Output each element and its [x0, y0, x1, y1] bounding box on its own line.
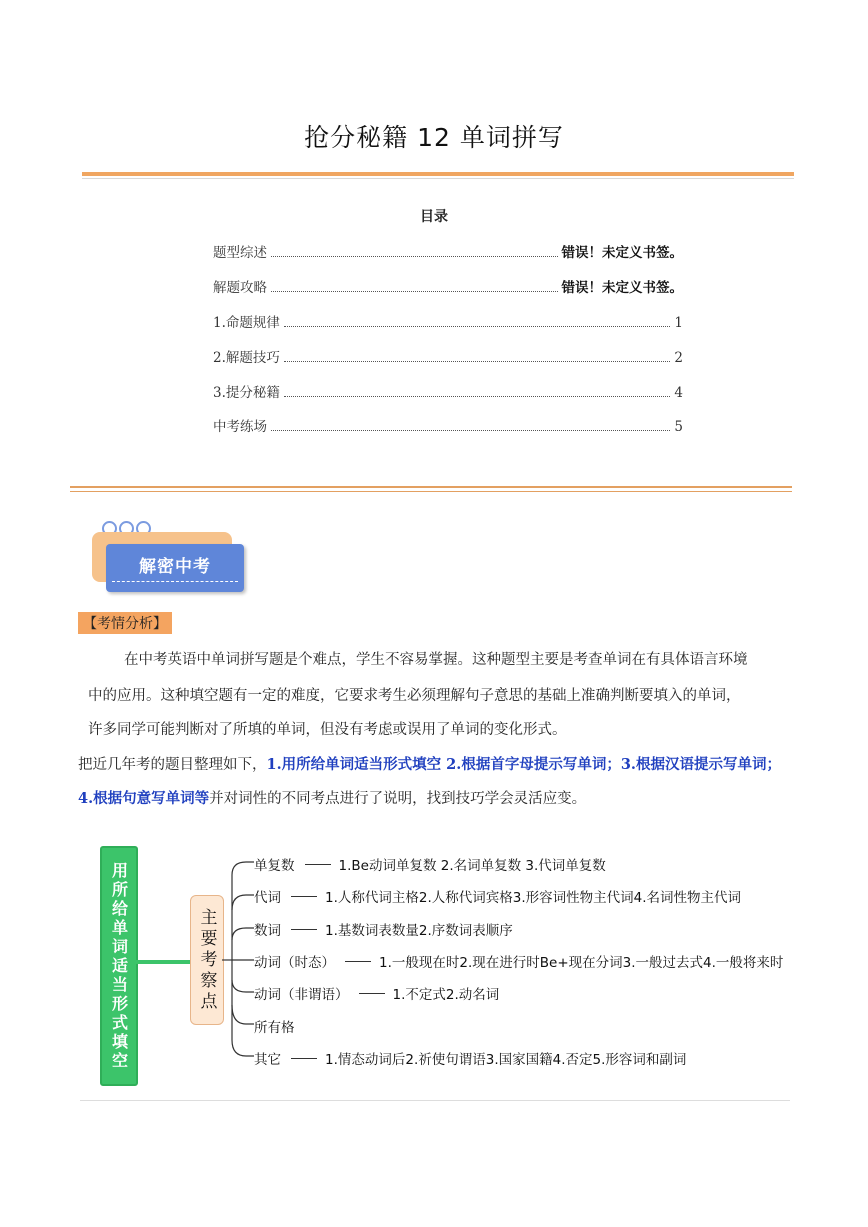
toc-entry-label: 解题攻略 [213, 280, 267, 296]
branch-detail: 1.不定式2.动名词 [392, 987, 500, 1003]
summary-highlight: 4.根据句意写单词等 [78, 790, 210, 807]
branch-detail: 1.人称代词主格2.人称代词宾格3.形容词性物主代词4.名词性物主代词 [325, 890, 742, 906]
toc-entry-label: 1.命题规律 [213, 315, 280, 331]
section-divider [70, 486, 792, 488]
toc-leader [284, 396, 671, 397]
banner-dash-line [112, 581, 238, 582]
summary-prefix: 把近几年考的题目整理如下， [78, 757, 267, 773]
branch-dash [291, 929, 317, 930]
toc-entry[interactable] [213, 346, 683, 366]
branch-dash [305, 864, 331, 865]
branch-detail: 1.Be动词单复数 2.名词单复数 3.代词单复数 [338, 858, 606, 874]
branch-detail: 1.基数词表数量2.序数词表顺序 [325, 923, 513, 939]
section-banner-label: 解密中考 [139, 557, 211, 577]
branch-dash [345, 961, 371, 962]
toc-heading: 目录 [420, 209, 448, 225]
mindmap-branch [254, 951, 783, 971]
branch-detail: 1.情态动词后2.祈使句谓语3.国家国籍4.否定5.形容词和副词 [325, 1052, 687, 1068]
toc-leader [271, 256, 558, 257]
mindmap-branch [254, 1048, 686, 1068]
toc-leader [284, 361, 671, 362]
branch-label: 其它 [254, 1052, 281, 1068]
branch-detail: 1.一般现在时2.现在进行时Be+现在分词3.一般过去式4.一般将来时 [379, 955, 784, 971]
toc-entry-label: 2.解题技巧 [213, 350, 280, 366]
summary-line [78, 753, 781, 774]
branch-dash [291, 1058, 317, 1059]
mindmap-connector [136, 960, 190, 964]
mindmap-branch [254, 919, 513, 939]
toc-entry[interactable] [213, 241, 683, 261]
mindmap-branch [254, 983, 499, 1003]
document-title: 抢分秘籍 12 单词拼写 [304, 123, 564, 152]
analysis-paragraph-line: 在中考英语中单词拼写题是个难点，学生不容易掌握。这种题型主要是考查单词在有具体语言环境 [124, 652, 748, 668]
toc-entry-page: 错误！未定义书签。 [561, 280, 683, 296]
bottom-rule [80, 1100, 790, 1101]
toc-entry-label: 题型综述 [213, 245, 267, 261]
toc-leader [284, 326, 671, 327]
analysis-tag: 【考情分析】 [78, 612, 172, 634]
branch-label: 所有格 [254, 1020, 295, 1036]
toc-entry[interactable] [213, 311, 683, 331]
title-underline-shadow [82, 178, 794, 179]
toc-entry-page: 4 [674, 385, 683, 401]
mindmap-branch [254, 854, 606, 874]
mindmap-main-node: 主要考察点 [190, 895, 224, 1025]
analysis-paragraph-line: 中的应用。这种填空题有一定的难度，它要求考生必须理解句子意思的基础上准确判断要填入的单词， [88, 688, 741, 704]
branch-label: 动词（非谓语） [254, 987, 349, 1003]
toc-entry-page: 错误！未定义书签。 [561, 245, 683, 261]
mindmap-branch [254, 886, 741, 906]
toc-entry-page: 5 [674, 419, 683, 435]
branch-dash [291, 896, 317, 897]
toc-entry[interactable] [213, 381, 683, 401]
toc-leader [271, 430, 670, 431]
branch-label: 单复数 [254, 858, 295, 874]
section-divider-thin [70, 491, 792, 492]
mindmap-branch [254, 1016, 295, 1036]
toc-entry-label: 中考练场 [213, 419, 267, 435]
analysis-paragraph-line: 许多同学可能判断对了所填的单词，但没有考虑或误用了单词的变化形式。 [88, 722, 567, 738]
toc-leader [271, 291, 558, 292]
summary-line [78, 787, 586, 808]
toc-entry-label: 3.提分秘籍 [213, 385, 280, 401]
mindmap-root: 用所给单词适当形式填空 [100, 846, 138, 1086]
branch-label: 数词 [254, 923, 281, 939]
summary-highlight: 1.用所给单词适当形式填空 2.根据首字母提示写单词；3.根据汉语提示写单词； [266, 756, 781, 773]
branch-label: 动词（时态） [254, 955, 335, 971]
title-underline [82, 172, 794, 176]
toc-entry[interactable] [213, 415, 683, 435]
toc-entry-page: 1 [674, 315, 683, 331]
toc-entry[interactable] [213, 276, 683, 296]
summary-suffix: 并对词性的不同考点进行了说明，找到技巧学会灵活应变。 [209, 791, 587, 807]
branch-dash [359, 993, 385, 994]
branch-label: 代词 [254, 890, 281, 906]
toc-entry-page: 2 [674, 350, 683, 366]
